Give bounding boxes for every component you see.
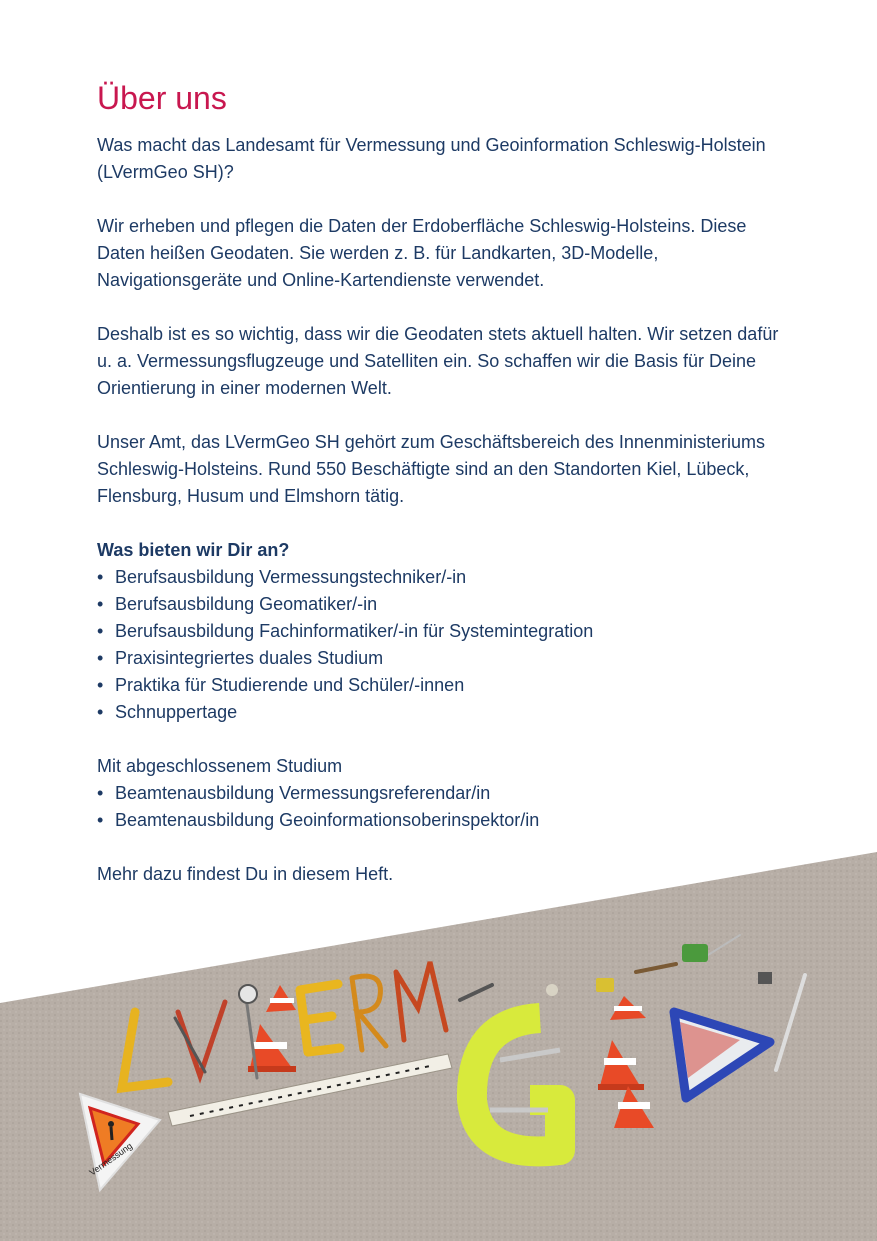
closing-text: Mehr dazu findest Du in diesem Heft. (97, 864, 394, 884)
sign-label: Vermessung (87, 1140, 135, 1178)
graduate-list-item: • Beamtenausbildung Vermessungsreferendar/in (97, 780, 797, 807)
offer-list-item: • Praxisintegriertes duales Studium (97, 645, 797, 672)
offer-list (97, 564, 797, 726)
page-content (97, 78, 797, 915)
offer-list-item: • Berufsausbildung Vermessungstechniker/-in (97, 564, 797, 591)
graduate-list-item: • Beamtenausbildung Geoinformationsoberinspektor/in (97, 807, 797, 834)
graduate-intro: Mit abgeschlossenem Studium (97, 756, 343, 776)
intro-paragraph-geodata: Wir erheben und pflegen die Daten der Erdoberfläche Schleswig-Holsteins. Diese Daten heißen Geodaten. Sie werden z. B. für Landkarten, 3D-Modelle, Navigationsgeräte und Online-Kartendienste verwendet. (97, 216, 747, 290)
intro-question: Was macht das Landesamt für Vermessung und Geoinformation Schleswig-Holstein (LVermGeo SH)? (97, 135, 766, 182)
offer-heading: Was bieten wir Dir an? (97, 540, 290, 560)
offer-list-item: • Schnuppertage (97, 699, 797, 726)
offer-list-item: • Berufsausbildung Geomatiker/-in (97, 591, 797, 618)
offer-list-item: • Berufsausbildung Fachinformatiker/-in für Systemintegration (97, 618, 797, 645)
offer-list-item: • Praktika für Studierende und Schüler/-innen (97, 672, 797, 699)
intro-paragraph-updating: Deshalb ist es so wichtig, dass wir die Geodaten stets aktuell halten. Wir setzen dafür u. a. Vermessungsflugzeuge und Satelliten ein. So schaffen wir die Basis für Deine Orientierung in einer modernen Welt. (97, 324, 779, 398)
graduate-list (97, 780, 797, 834)
page-title: Über uns (97, 80, 227, 116)
intro-paragraph-office: Unser Amt, das LVermGeo SH gehört zum Geschäftsbereich des Innenministeriums Schleswig-Holsteins. Rund 550 Beschäftigte sind an den Standorten Kiel, Lübeck, Flensburg, Husum und Elmshorn tätig. (97, 432, 765, 506)
